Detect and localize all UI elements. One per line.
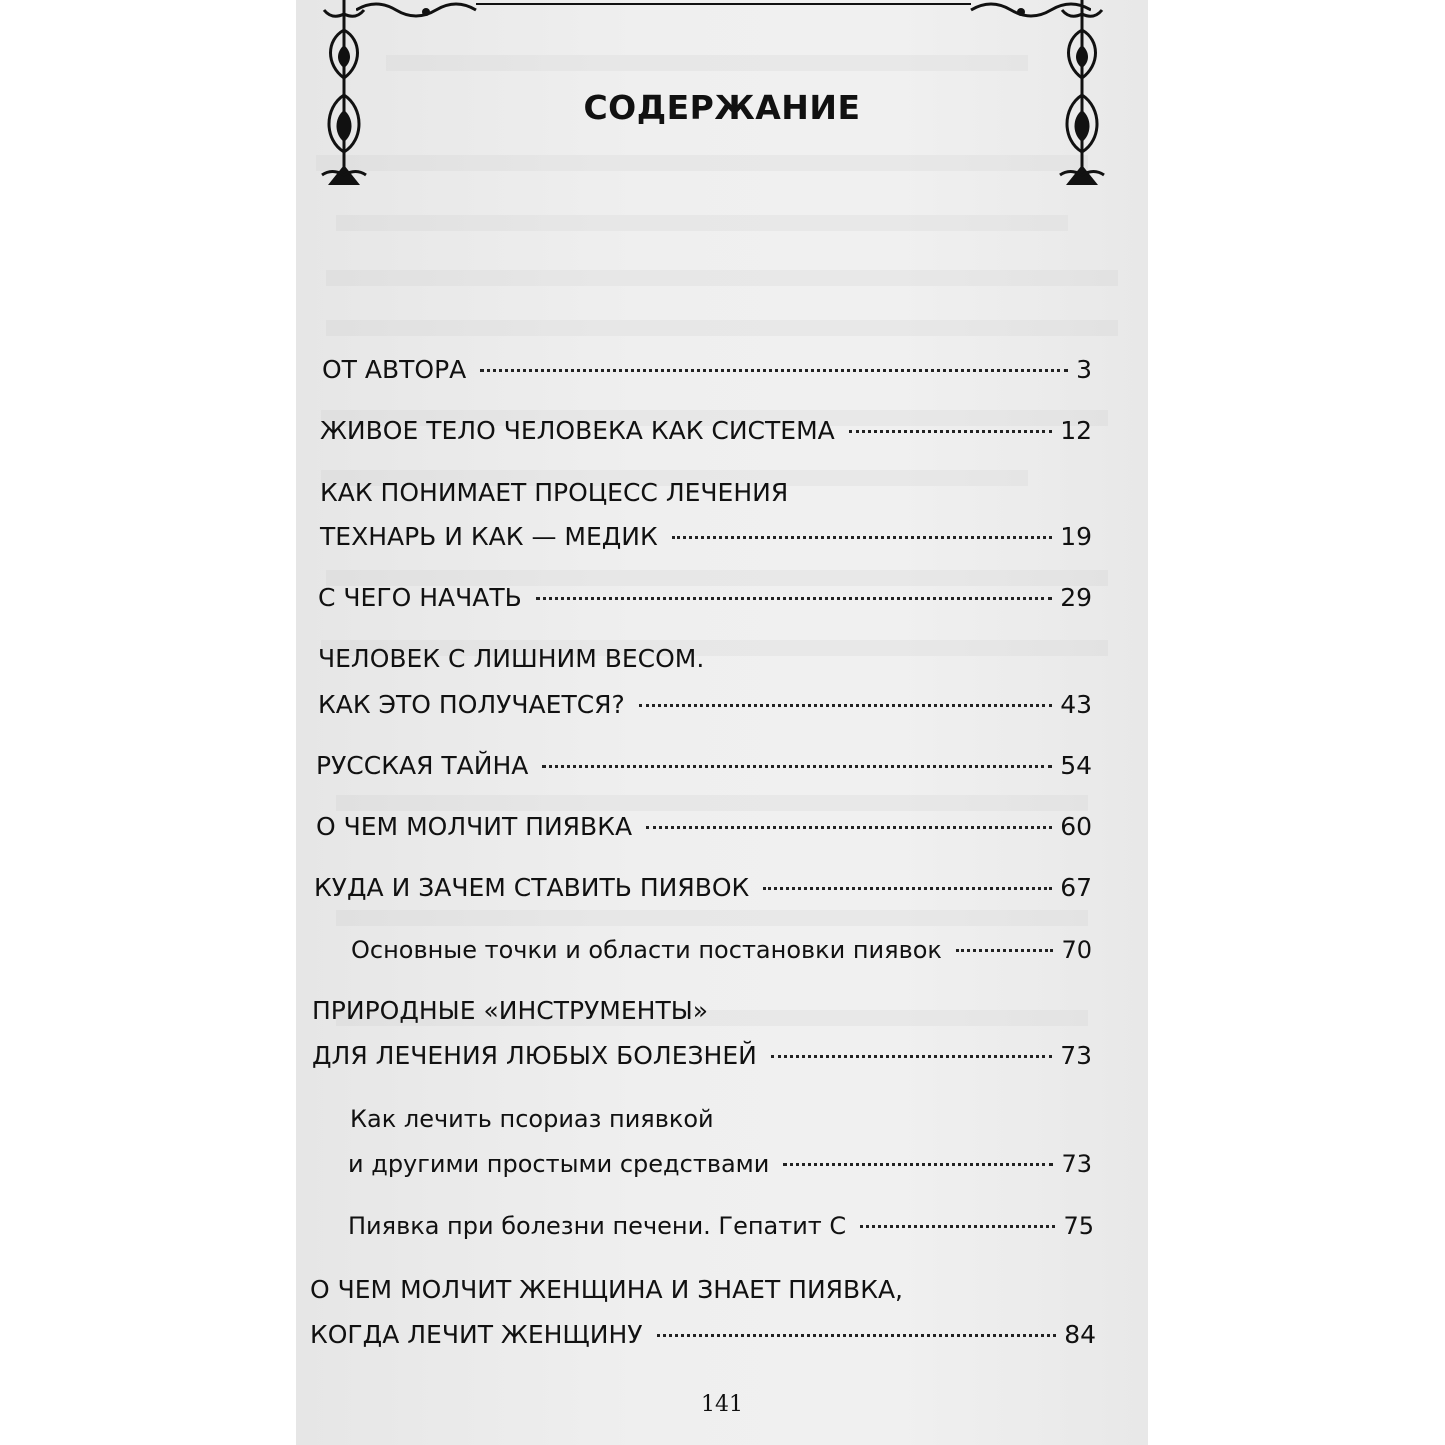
show-through	[336, 910, 1088, 926]
leader-dots	[783, 1163, 1053, 1166]
toc-subentry	[348, 1150, 1092, 1178]
toc-entry-first-line	[320, 478, 788, 507]
toc-entry	[322, 355, 1092, 384]
toc-entry-title: КАК ЭТО ПОЛУЧАЕТСЯ?	[318, 690, 625, 719]
leader-dots	[480, 369, 1068, 372]
page-folio-number: 141	[701, 1392, 743, 1417]
toc-entry	[320, 522, 1092, 551]
toc-entry-title: КУДА И ЗАЧЕМ СТАВИТЬ ПИЯВОК	[314, 873, 750, 902]
toc-page-number: 12	[1060, 416, 1092, 445]
toc-entry-title: ПРИРОДНЫЕ «ИНСТРУМЕНТЫ»	[312, 996, 709, 1025]
toc-entry	[310, 1320, 1096, 1349]
toc-entry-title: ОТ АВТОРА	[322, 355, 467, 384]
toc-entry-title: ЧЕЛОВЕК С ЛИШНИМ ВЕСОМ.	[318, 644, 705, 673]
book-page	[296, 0, 1148, 1445]
toc-page-number: 54	[1060, 751, 1092, 780]
toc-page-number: 73	[1060, 1041, 1092, 1070]
toc-page-number: 43	[1060, 690, 1092, 719]
toc-entry	[320, 416, 1092, 445]
toc-entry-title: С ЧЕГО НАЧАТЬ	[318, 583, 522, 612]
toc-entry-title: Как лечить псориаз пиявкой	[350, 1105, 714, 1133]
toc-page-number: 29	[1060, 583, 1092, 612]
toc-entry-title: КАК ПОНИМАЕТ ПРОЦЕСС ЛЕЧЕНИЯ	[320, 478, 789, 507]
show-through	[326, 270, 1118, 286]
toc-page-number: 73	[1061, 1150, 1092, 1178]
show-through	[336, 215, 1068, 231]
leader-dots	[639, 704, 1052, 707]
toc-entry	[316, 812, 1092, 841]
toc-entry-first-line	[310, 1275, 903, 1304]
toc-entry	[318, 583, 1092, 612]
leader-dots	[646, 826, 1052, 829]
toc-entry-first-line	[318, 644, 704, 673]
toc-entry	[316, 751, 1092, 780]
top-ornament-border	[356, 0, 1091, 20]
toc-entry-title: и другими простыми средствами	[348, 1150, 770, 1178]
leader-dots	[672, 536, 1052, 539]
toc-entry	[314, 873, 1092, 902]
leader-dots	[956, 949, 1054, 952]
toc-entry-title: О ЧЕМ МОЛЧИТ ПИЯВКА	[316, 812, 633, 841]
toc-page-number: 67	[1060, 873, 1092, 902]
toc-entry-title: Основные точки и области постановки пиявок	[351, 936, 942, 964]
toc-page-number: 60	[1060, 812, 1092, 841]
toc-subentry-first-line	[350, 1105, 714, 1133]
toc-subentry	[351, 936, 1092, 964]
toc-page-number: 70	[1061, 936, 1092, 964]
toc-page-number: 3	[1076, 355, 1092, 384]
leader-dots	[849, 430, 1052, 433]
show-through	[336, 795, 1088, 811]
toc-entry-title: ДЛЯ ЛЕЧЕНИЯ ЛЮБЫХ БОЛЕЗНЕЙ	[312, 1041, 757, 1070]
leader-dots	[542, 765, 1052, 768]
toc-page-number: 19	[1060, 522, 1092, 551]
toc-heading: СОДЕРЖАНИЕ	[583, 88, 861, 127]
toc-page-number: 84	[1064, 1320, 1096, 1349]
leader-dots	[860, 1225, 1055, 1228]
toc-subentry	[348, 1212, 1094, 1240]
leader-dots	[657, 1334, 1057, 1337]
toc-entry	[312, 1041, 1092, 1070]
toc-page-number: 75	[1063, 1212, 1094, 1240]
show-through	[326, 320, 1118, 336]
toc-entry-title: ТЕХНАРЬ И КАК — МЕДИК	[320, 522, 658, 551]
toc-entry	[318, 690, 1092, 719]
toc-entry-title: ЖИВОЕ ТЕЛО ЧЕЛОВЕКА КАК СИСТЕМА	[320, 416, 835, 445]
leader-dots	[771, 1055, 1052, 1058]
toc-entry-title: РУССКАЯ ТАЙНА	[316, 751, 529, 780]
toc-entry-title: Пиявка при болезни печени. Гепатит С	[348, 1212, 847, 1240]
toc-entry-first-line	[312, 996, 708, 1025]
toc-entry-title: КОГДА ЛЕЧИТ ЖЕНЩИНУ	[310, 1320, 643, 1349]
show-through	[316, 155, 1088, 171]
leader-dots	[763, 887, 1052, 890]
leader-dots	[536, 597, 1052, 600]
show-through	[386, 55, 1028, 71]
toc-entry-title: О ЧЕМ МОЛЧИТ ЖЕНЩИНА И ЗНАЕТ ПИЯВКА,	[310, 1275, 904, 1304]
